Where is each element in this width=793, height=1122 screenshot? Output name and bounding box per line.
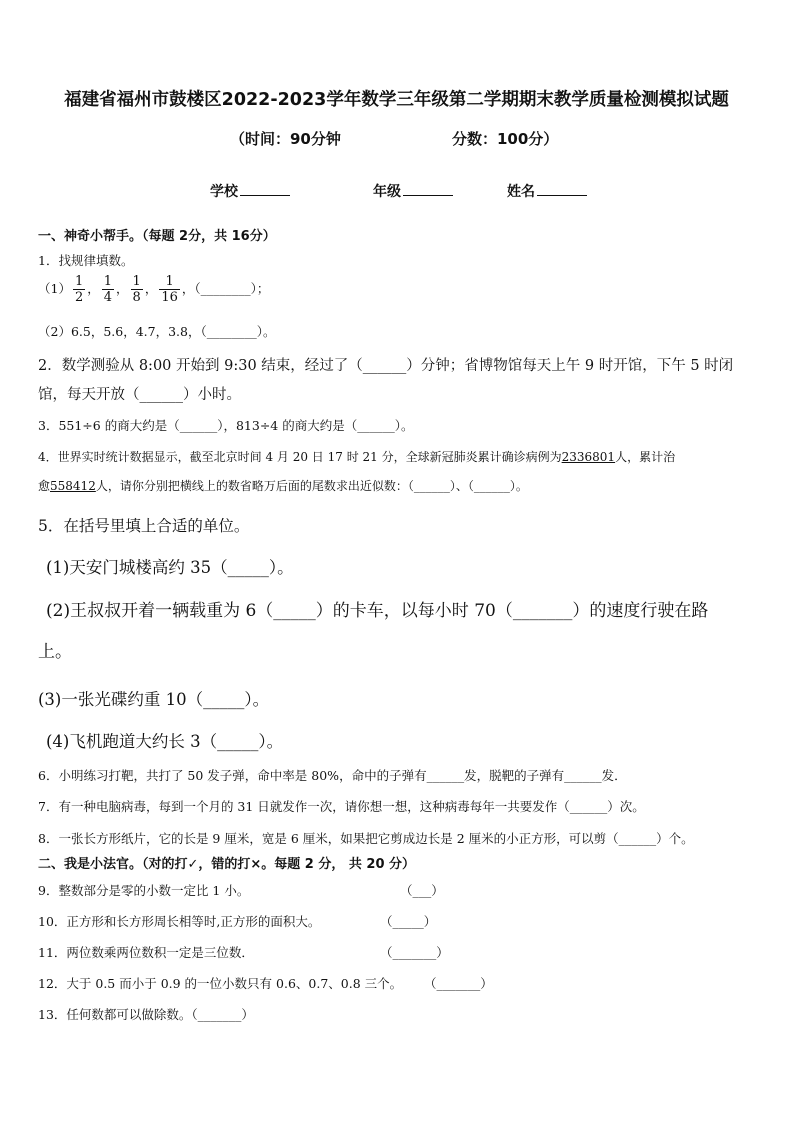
grade-blank[interactable] <box>403 181 453 196</box>
q1-stem: 1．找规律填数。 <box>38 253 134 268</box>
q5-part3: (3)一张光碟约重 10（_____）。 <box>38 690 270 709</box>
time-limit: （时间：90分钟 <box>230 130 341 148</box>
q1-part1: （1） $\frac{1}{2}$ ， $\frac{1}{4}$ ， $\frac{1}{8}$ ， $\frac{1}{16}$ ，（________）； <box>38 274 270 305</box>
fraction-2: $\frac{1}{4}$ <box>103 274 113 305</box>
fraction-3: $\frac{1}{8}$ <box>132 274 141 305</box>
name-field: 姓名 <box>507 181 587 201</box>
q5-part2-line1: (2)王叔叔开着一辆载重为 6（_____）的卡车，以每小时 70（_______）的速度行驶在路 <box>46 601 709 621</box>
q5-part2-line2: 上。 <box>38 642 72 662</box>
section1-heading: 一、神奇小帮手。（每题 2分，共 16分） <box>38 229 276 244</box>
grade-field: 年级 <box>373 181 453 201</box>
q10-answer[interactable]: （_____） <box>380 914 437 929</box>
q4-number-2: 558412 <box>50 479 96 493</box>
q2-line2: 馆，每天开放（______）小时。 <box>38 387 241 403</box>
fraction-1: $\frac{1}{2}$ <box>74 274 84 305</box>
q7: 7．有一种电脑病毒，每到一个月的 31 日就发作一次，请你想一想，这种病毒每年一共要发作（______）次。 <box>38 799 645 814</box>
q12: 12．大于 0.5 而小于 0.9 的一位小数只有 0.6、0.7、0.8 三个。 <box>38 976 403 991</box>
q5-stem: 5．在括号里填上合适的单位。 <box>38 517 250 535</box>
q6: 6．小明练习打靶，共打了 50 发子弹，命中率是 80%，命中的子弹有______发，脱靶的子弹有______发． <box>38 768 627 783</box>
fraction-4: $\frac{1}{16}$ <box>161 274 178 305</box>
q2-line1: 2．数学测验从 8:00 开始到 9:30 结束，经过了（______）分钟；省博物馆每天上午 9 时开馆，下午 5 时闭 <box>38 358 734 374</box>
q9: 9．整数部分是零的小数一定比 1 小。 <box>38 883 250 898</box>
q3: 3．551÷6 的商大约是（______），813÷4 的商大约是（______）。 <box>38 418 414 433</box>
q4-number-1: 2336801 <box>561 450 616 464</box>
name-blank[interactable] <box>537 181 587 196</box>
q5-part1: (1)天安门城楼高约 35（_____）。 <box>46 558 294 577</box>
q11: 11．两位数乘两位数积一定是三位数． <box>38 945 254 960</box>
q12-answer[interactable]: （_______） <box>424 976 493 991</box>
total-score: 分数：100分） <box>452 130 559 148</box>
q1-part2: （2）6.5，5.6，4.7，3.8，（________）。 <box>38 324 276 339</box>
q8: 8．一张长方形纸片，它的长是 9 厘米，宽是 6 厘米，如果把它剪成边长是 2 厘米的小正方形，可以剪（______）个。 <box>38 831 694 846</box>
q9-answer[interactable]: （___） <box>400 883 444 898</box>
page-title: 福建省福州市鼓楼区2022-2023学年数学三年级第二学期期末教学质量检测模拟试题 <box>64 90 729 110</box>
q10: 10．正方形和长方形周长相等时,正方形的面积大。 <box>38 914 321 929</box>
q4-line1: 4．世界实时统计数据显示，截至北京时间 4 月 20 日 17 时 21 分，全球新冠肺炎累计确诊病例为2336801人，累计治 <box>38 450 676 464</box>
q13: 13．任何数都可以做除数。（_______） <box>38 1007 254 1022</box>
school-field: 学校 <box>210 181 290 201</box>
q5-part4: (4)飞机跑道大约长 3（_____）。 <box>46 732 284 751</box>
q11-answer[interactable]: （_______） <box>380 945 449 960</box>
school-blank[interactable] <box>240 181 290 196</box>
section2-heading: 二、我是小法官。（对的打✓，错的打×。每题 2 分， 共 20 分） <box>38 857 416 872</box>
q4-line2: 愈558412人，请你分别把横线上的数省略万后面的尾数求出近似数：（______）、（______）。 <box>38 479 528 493</box>
